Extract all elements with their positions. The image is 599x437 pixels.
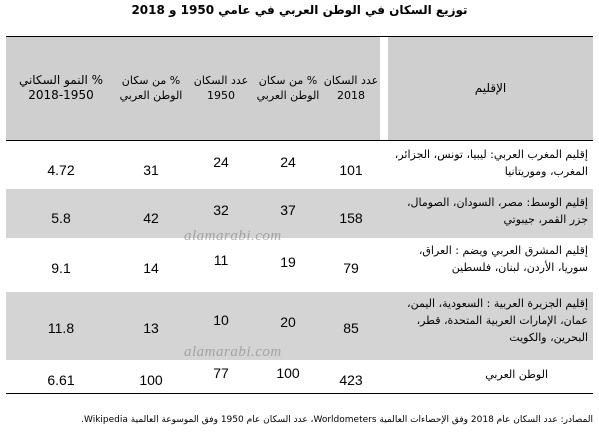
row-growth-2: 5.8 — [51, 209, 71, 226]
row-pop2018-1: 101 — [339, 161, 363, 178]
row-pop2018-2: 158 — [339, 209, 363, 226]
table-title: توزيع السكان في الوطن العربي في عامي 1950 و 2018 — [131, 3, 468, 17]
row-pop1950-4: 10 — [213, 311, 229, 328]
row-pop2018-3: 79 — [343, 259, 359, 276]
row-pct1950-5: 100 — [139, 371, 163, 388]
header-pct2018 — [256, 36, 320, 140]
row-pct1950-4: 13 — [143, 319, 159, 336]
row-pop2018-4: 85 — [343, 319, 359, 336]
row-pop1950-5: 77 — [213, 364, 229, 381]
row-growth-5: 6.61 — [47, 371, 75, 388]
row-pct1950-3: 14 — [143, 259, 159, 276]
table-border-bottom — [6, 393, 593, 394]
header-pct2018-text: % من سكان الوطن العربي — [256, 74, 320, 102]
header-growth-text: % النمو السكاني 1950-2018 — [18, 73, 104, 102]
header-pct1950-text: % من سكان الوطن العربي — [119, 74, 183, 102]
row-pop1950-3: 11 — [213, 251, 229, 268]
header-region-text: الإقليم — [474, 80, 507, 95]
watermark-1: alamarabi.com — [184, 228, 282, 244]
row-pop1950-2: 32 — [213, 201, 229, 218]
header-pop1950 — [186, 36, 256, 140]
row-pct1950-2: 42 — [143, 209, 159, 226]
row-pct1950-1: 31 — [143, 161, 159, 178]
row-pct2018-4: 20 — [280, 313, 296, 330]
watermark-2: alamarabi.com — [184, 344, 282, 360]
row-pct2018-3: 19 — [280, 253, 296, 270]
header-growth — [6, 36, 116, 140]
row-growth-4: 11.8 — [47, 319, 75, 336]
row-region-3: إقليم المشرق العربي ويضم : العراق، سوريا، الأردن، لبنان، فلسطين — [418, 244, 588, 274]
header-region — [388, 36, 593, 140]
row-pop2018-5: 423 — [339, 371, 363, 388]
header-border — [6, 140, 593, 141]
row-pct2018-1: 24 — [280, 153, 296, 170]
row-growth-1: 4.72 — [47, 161, 75, 178]
row-growth-3: 9.1 — [51, 259, 71, 276]
row-region-1: إقليم المغرب العربي: ليبيا، تونس، الجزائر، المغرب، وموريتانيا — [394, 148, 588, 178]
header-pop2018-text: عدد السكان 2018 — [323, 74, 379, 102]
header-pct1950 — [116, 36, 186, 140]
header-pop1950-text: عدد السكان 1950 — [193, 74, 249, 102]
row-region-4: إقليم الجزيرة العربية : السعودية، اليمن، عمان، الإمارات العربية المتحدة، قطر، البحرين، والكويت — [407, 297, 588, 344]
row-region-5: الوطن العربي — [485, 368, 548, 381]
row-pop1950-1: 24 — [213, 153, 229, 170]
population-table — [6, 36, 593, 394]
row-pct2018-5: 100 — [276, 364, 300, 381]
source-note: المصادر: عدد السكان عام 2018 وفق الإحصاءات العالمية Worldometers، عدد السكان عام 1950 وفق الموسوعة العالمية Wikipedia. — [81, 415, 593, 425]
row-region-2: إقليم الوسط: مصر، السودان، الصومال، جزر القمر، جيبوتي — [407, 196, 588, 226]
header-pop2018 — [320, 36, 382, 140]
row-pct2018-2: 37 — [280, 201, 296, 218]
